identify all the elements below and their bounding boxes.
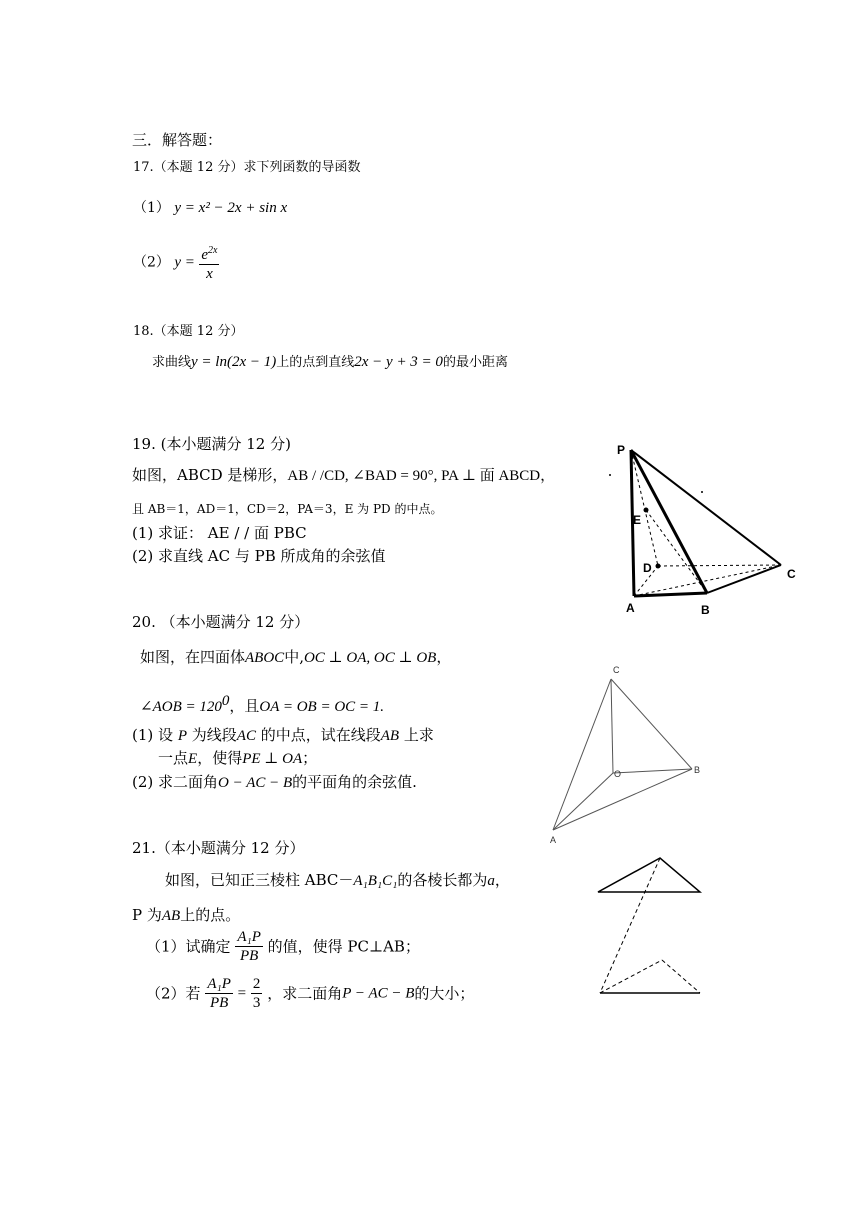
q20-part1-line2-a: 一点 (158, 749, 189, 767)
q20-line1-mid: 中, (284, 648, 304, 666)
q21-segment-AB: AB (161, 908, 181, 924)
edge-OA (553, 773, 613, 830)
q17-part2-fraction (199, 242, 219, 283)
q21-part1-fraction (235, 928, 263, 965)
q20-equal-lengths: OA = OB = OC = 1. (259, 699, 385, 715)
q18-body-mid: 上的点到直线 (276, 355, 355, 370)
bottom-left-edge (600, 960, 662, 993)
q18-body-pre: 求曲线 (152, 355, 192, 370)
q21-part2-ratio-num: 2 (252, 976, 261, 992)
q18-curve: y = ln(2x − 1) (191, 354, 277, 370)
q18-heading: 18.（本题 12 分） (133, 324, 244, 339)
q20-part1-d: 上求 (403, 726, 434, 744)
q20-angle-sup: 0 (221, 693, 230, 709)
q18-body (152, 353, 508, 372)
q20-part1-b: 为线段 (191, 726, 237, 744)
section-title: 三．解答题： (132, 131, 223, 149)
q21-line2-pre: P 为 (132, 906, 162, 924)
q20-part1 (132, 726, 434, 745)
q20-dihedral-expr: O − AC − B (218, 775, 293, 791)
q20-part1-line2 (158, 749, 317, 768)
q20-point-P: P (177, 728, 187, 744)
q20-tetrahedron: ABOC (245, 650, 285, 666)
top-face (598, 858, 700, 892)
edge-CB (611, 679, 692, 769)
q20-line1-post: ， (436, 648, 452, 666)
q21-prism-top: A₁B₁C₁ (353, 873, 398, 889)
q19-pyramid-figure (600, 440, 810, 620)
edge-diagonal (600, 858, 660, 993)
edge-OB (613, 769, 692, 773)
q21-line1-pre: 如图，已知正三棱柱 ABC－ (165, 871, 354, 889)
label-P: P (617, 443, 626, 457)
stray-dot (609, 474, 611, 476)
q21-heading: 21.（本小题满分 12 分） (132, 839, 305, 857)
q21-part2-den: PB (209, 995, 229, 1011)
q19-line1-pre: 如图，ABCD 是梯形， (132, 466, 288, 484)
q21-part2-fraction (205, 975, 233, 1012)
point-D (656, 564, 661, 569)
q17-part2-num: e (201, 247, 209, 263)
q20-segment-AB: AB (380, 728, 400, 744)
q17-part2-label: （2） (133, 254, 170, 271)
q20-perp-condition: PE ⊥ OA (242, 751, 303, 767)
q19-part1: (1) 求证： AE / / 面 PBC (132, 524, 307, 542)
point-E (644, 508, 649, 513)
label-B: B (701, 603, 710, 617)
q21-part2-eq: = (237, 985, 247, 1002)
q21-line2 (132, 906, 240, 925)
q20-part1-line2-b: ，使得 (197, 749, 243, 767)
label-C: C (613, 665, 620, 675)
stray-dot (701, 491, 703, 493)
q21-part2-label: （2）若 (146, 984, 201, 1003)
edge-CO (611, 679, 613, 773)
label-A: A (626, 601, 635, 615)
q20-part1-c: 的中点，试在线段 (260, 726, 381, 744)
q17-part1-expr: y = x² − 2x + sin x (174, 200, 288, 216)
edge-BC (707, 565, 781, 593)
q21-line2-post: 上的点。 (180, 906, 241, 924)
q17-part1-label: （1） (133, 200, 170, 216)
q19-heading: 19. (本小题满分 12 分) (132, 435, 291, 453)
q21-line1 (165, 871, 510, 890)
q21-part2-mid: ，求二面角 (267, 984, 343, 1003)
q20-heading: 20. （本小题满分 12 分） (132, 613, 310, 631)
q20-line2-mid: ，且 (229, 697, 260, 715)
q17-part2 (133, 242, 219, 283)
q20-angle: ∠AOB = 120 (140, 699, 222, 715)
q21-part1-num: A₁P (237, 929, 261, 945)
q17-part1 (133, 199, 287, 217)
q21-part2-ratio (251, 975, 263, 1012)
q17-part2-num-sup: 2x (208, 245, 218, 256)
label-O: O (614, 769, 622, 779)
q20-part2-a: (2) 求二面角 (132, 773, 219, 791)
label-A: A (550, 835, 557, 845)
label-C: C (787, 567, 796, 581)
q20-part2 (132, 773, 417, 792)
q19-part2: (2) 求直线 AC 与 PB 所成角的余弦值 (132, 547, 386, 565)
edge-EB (646, 510, 707, 593)
q20-segment-AC: AC (236, 728, 256, 744)
q20-part1-a: (1) 设 (132, 726, 174, 744)
q21-dihedral-expr: P − AC − B (342, 985, 415, 1002)
q20-condition: OC ⊥ OA, OC ⊥ OB (303, 650, 437, 666)
q18-body-post: 的最小距离 (442, 355, 508, 370)
q21-line1-post: ， (494, 871, 510, 889)
q17-heading: 17.（本题 12 分）求下列函数的导函数 (133, 160, 361, 175)
q17-part2-den: x (206, 266, 213, 282)
edge-DC (658, 565, 781, 566)
q21-part2 (146, 975, 474, 1012)
q19-line1-math: AB / /CD, ∠BAD = 90°, PA ⊥ 面 ABCD， (287, 468, 556, 484)
q20-line1 (140, 648, 451, 667)
q18-line: 2x − y + 3 = 0 (354, 354, 443, 370)
q21-part1-post: 的值，使得 PC⊥AB； (267, 937, 420, 956)
q21-part2-post: 的大小； (414, 984, 475, 1003)
q20-line1-pre: 如图，在四面体 (140, 648, 246, 666)
q21-part2-num: A₁P (207, 976, 231, 992)
q19-line1 (132, 466, 555, 485)
q21-part1-den: PB (239, 948, 259, 964)
q17-part2-lhs: y = (174, 254, 195, 271)
edge-AB (634, 593, 707, 596)
q20-tetrahedron-figure (545, 660, 715, 850)
q20-part2-b: 的平面角的余弦值. (292, 773, 417, 791)
q21-part2-ratio-den: 3 (252, 995, 261, 1011)
q21-prism-figure (590, 850, 710, 1000)
label-D: D (643, 561, 652, 575)
q20-line2 (140, 692, 384, 716)
edge-CA (553, 679, 611, 830)
q21-edge-length: a (487, 873, 495, 889)
q20-point-E: E (188, 751, 198, 767)
q21-line1-mid: 的各棱长都为 (397, 871, 488, 889)
edge-PC (631, 450, 781, 565)
label-E: E (633, 513, 642, 527)
label-B: B (694, 765, 701, 775)
q21-part1 (146, 928, 420, 965)
q20-part1-line2-c: ； (302, 749, 318, 767)
edge-AB (553, 769, 692, 830)
bottom-right-edge (662, 960, 700, 993)
q19-line2: 且 AB＝1，AD＝1，CD＝2，PA＝3，E 为 PD 的中点。 (132, 502, 443, 516)
q21-part1-label: （1）试确定 (146, 937, 231, 956)
